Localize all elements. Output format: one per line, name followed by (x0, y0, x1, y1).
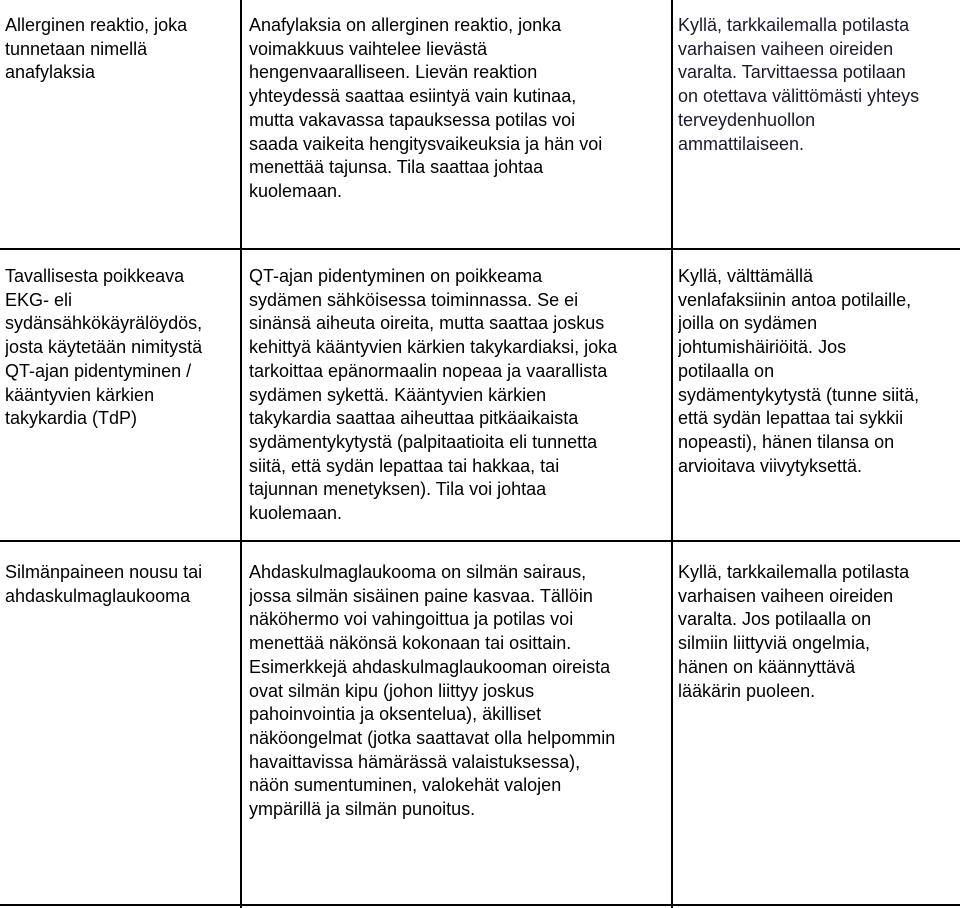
table-cell-description: Anafylaksia on allerginen reaktio, jonka voimakkuus vaihtelee lievästä hengenvaaralliseen. Lievän reaktion yhteydessä saattaa esiintyä vain kutinaa, mutta vakavassa tapauksessa potilas voi saada vaikeita hengitysvaikeuksia ja hän voi menettää tajunsa. Tila saattaa johtaa kuolemaan. (249, 15, 603, 201)
row-divider (0, 904, 960, 906)
table-cell-condition: Silmänpaineen nousu tai ahdaskulmaglaukooma (5, 562, 203, 606)
table-cell-answer: Kyllä, tarkkailemalla potilasta varhaisen vaiheen oireiden varalta. Jos potilaalla on silmiin liittyviä ongelmia, hänen on käännyttävä lääkärin puoleen. (678, 562, 910, 701)
table-cell-condition: Allerginen reaktio, joka tunnetaan nimellä anafylaksia (5, 15, 188, 83)
table-cell-answer: Kyllä, välttämällä venlafaksiinin antoa potilaille, joilla on sydämen johtumishäiriöitä. Jos potilaalla on sydämentykytystä (tunne siitä, että sydän lepattaa tai sykkii nopeasti), hänen tilansa on arvioitava viivytyksettä. (678, 266, 920, 476)
column-divider (240, 0, 242, 908)
table-cell-condition: Tavallisesta poikkeava EKG- eli sydänsähkökäyrälöydös, josta käytetään nimitystä QT-ajan pidentyminen / kääntyvien kärkien takykardia (TdP) (5, 266, 203, 429)
row-divider (0, 248, 960, 250)
table-cell-description: Ahdaskulmaglaukooma on silmän sairaus, jossa silmän sisäinen paine kasvaa. Tällöin näköhermo voi vahingoittua ja potilas voi menettää näkönsä kokonaan tai osittain. Esimerkkejä ahdaskulmaglaukooman oireista ovat silmän kipu (johon liittyy joskus pahoinvointia ja oksentelua), äkilliset näköongelmat (jotka saattavat olla helpommin havaittavissa hämärässä valaistuksessa), näön sumentuminen, valokehät valojen ympärillä ja silmän punoitus. (249, 562, 616, 820)
table-cell-answer: Kyllä, tarkkailemalla potilasta varhaisen vaiheen oireiden varalta. Tarvittaessa potilaan on otettava välittömästi yhteys terveydenhuollon ammattilaiseen. (678, 15, 920, 154)
table-cell-description: QT-ajan pidentyminen on poikkeama sydämen sähköisessa toiminnassa. Se ei sinänsä aiheuta oireita, mutta saattaa joskus kehittyä kääntyvien kärkien takykardiaksi, joka tarkoittaa epänormaalin nopeaa ja vaarallista sydämen sykettä. Kääntyvien kärkien takykardia saattaa aiheuttaa pitkäaikaista sydämentykytystä (palpitaatioita eli tunnetta siitä, että sydän lepattaa tai hakkaa, tai tajunnan menetyksen). Tila voi johtaa kuolemaan. (249, 266, 618, 524)
row-divider (0, 540, 960, 542)
